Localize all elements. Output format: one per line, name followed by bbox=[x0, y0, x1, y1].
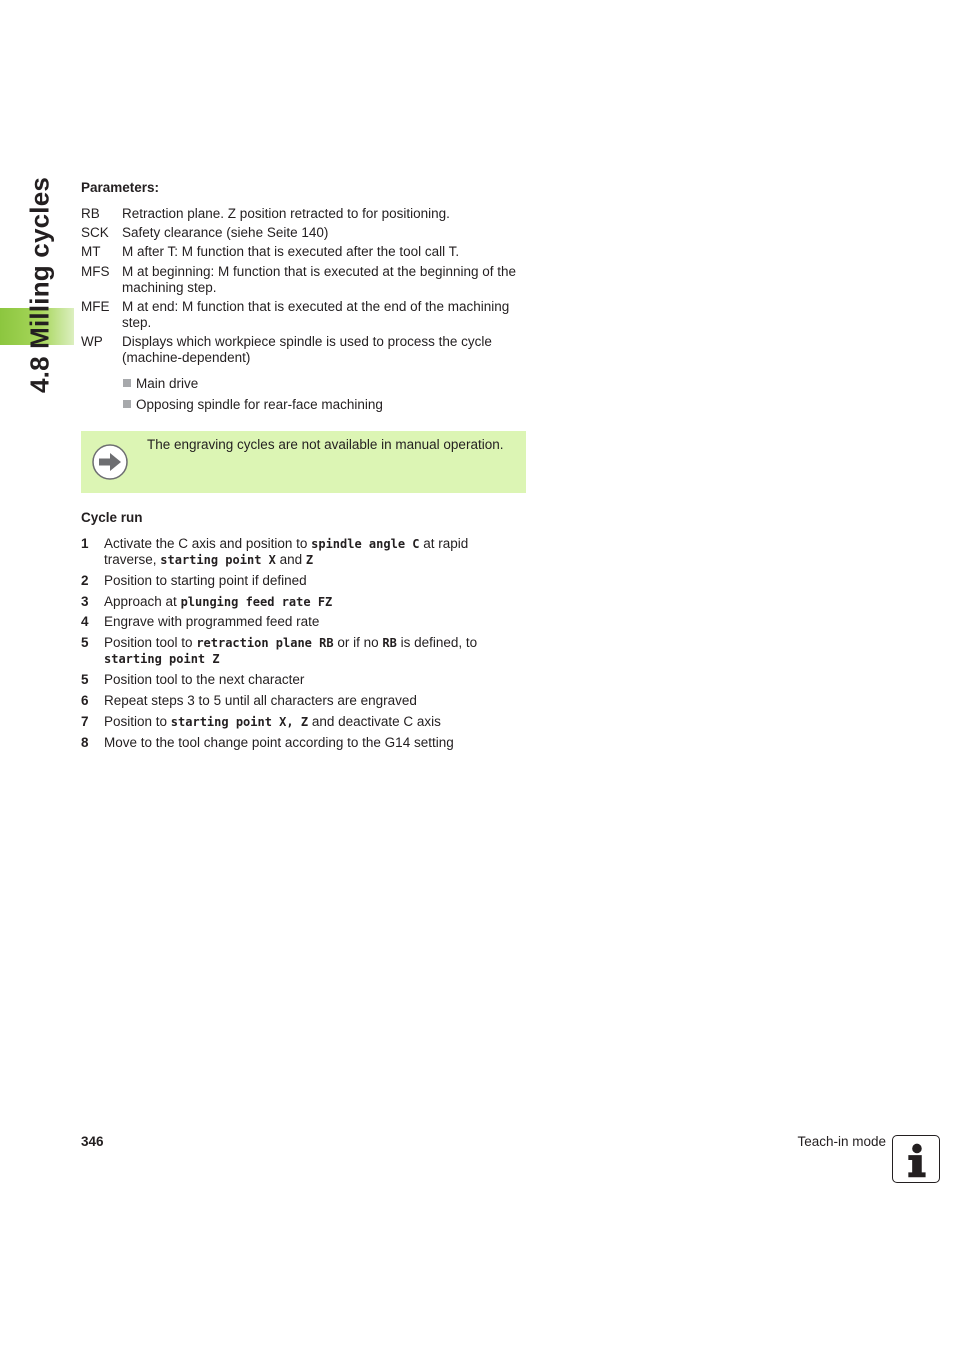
note-box bbox=[81, 431, 526, 493]
param-desc: M after T: M function that is executed after the tool call T. bbox=[122, 244, 460, 259]
step-number: 7 bbox=[81, 714, 89, 729]
step-number: 4 bbox=[81, 614, 89, 629]
param-abbr: MT bbox=[81, 244, 101, 259]
param-desc: M at end: M function that is executed at the end of the machining step. bbox=[122, 299, 510, 330]
cycle-run-heading: Cycle run bbox=[81, 510, 143, 525]
step-number: 2 bbox=[81, 573, 89, 588]
page-number: 346 bbox=[81, 1134, 104, 1149]
param-desc: Safety clearance (siehe Seite 140) bbox=[122, 225, 329, 240]
step-text: Position tool to retraction plane RB or if no RB is defined, to starting point Z bbox=[104, 635, 478, 666]
square-bullet-icon bbox=[123, 400, 131, 408]
step-text: Engrave with programmed feed rate bbox=[104, 614, 320, 629]
param-desc: Displays which workpiece spindle is used to process the cycle (machine-dependent) bbox=[122, 334, 492, 365]
param-abbr: MFS bbox=[81, 264, 110, 279]
param-desc: Retraction plane. Z position retracted to for positioning. bbox=[122, 206, 450, 221]
param-abbr: MFE bbox=[81, 299, 110, 314]
step-text: Approach at plunging feed rate FZ bbox=[104, 594, 333, 609]
step-text: Position to starting point X, Z and deactivate C axis bbox=[104, 714, 441, 729]
param-abbr: SCK bbox=[81, 225, 109, 240]
step-number: 3 bbox=[81, 594, 89, 609]
option-opposing-spindle bbox=[123, 397, 383, 412]
step-number: 8 bbox=[81, 735, 89, 750]
option-label: Opposing spindle for rear-face machining bbox=[136, 397, 383, 412]
option-main-drive bbox=[123, 376, 198, 391]
step-number: 1 bbox=[81, 536, 89, 551]
step-number: 5 bbox=[81, 672, 89, 687]
step-text: Repeat steps 3 to 5 until all characters are engraved bbox=[104, 693, 417, 708]
step-number: 6 bbox=[81, 693, 89, 708]
parameters-heading: Parameters: bbox=[81, 180, 160, 195]
info-icon bbox=[892, 1135, 940, 1183]
section-label: Teach-in mode bbox=[797, 1134, 886, 1149]
step-text: Position tool to the next character bbox=[104, 672, 305, 687]
arrow-right-icon bbox=[91, 443, 129, 481]
step-text: Position to starting point if defined bbox=[104, 573, 307, 588]
param-abbr: WP bbox=[81, 334, 103, 349]
chapter-title: 4.8 Milling cycles bbox=[24, 176, 55, 394]
note-text: The engraving cycles are not available in manual operation. bbox=[147, 437, 504, 452]
param-desc: M at beginning: M function that is executed at the beginning of the machining step. bbox=[122, 264, 517, 295]
step-text: Activate the C axis and position to spindle angle C at rapid traverse, starting point X and Z bbox=[104, 536, 469, 567]
param-abbr: RB bbox=[81, 206, 100, 221]
step-number: 5 bbox=[81, 635, 89, 650]
square-bullet-icon bbox=[123, 379, 131, 387]
step-text: Move to the tool change point according to the G14 setting bbox=[104, 735, 454, 750]
option-label: Main drive bbox=[136, 376, 199, 391]
